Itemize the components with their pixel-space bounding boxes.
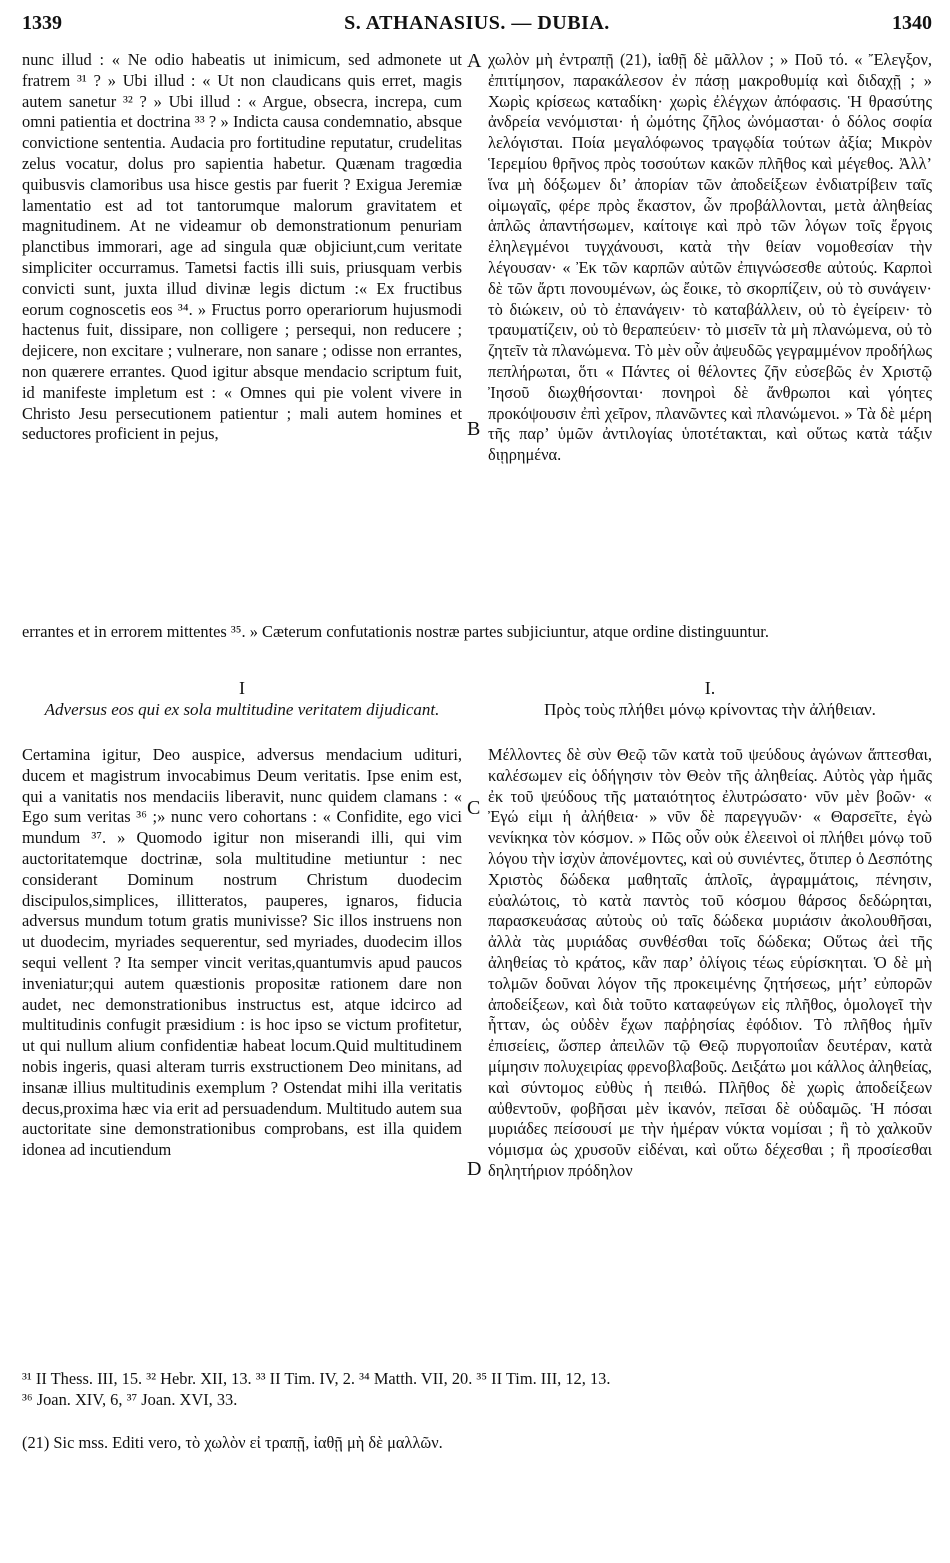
- editorial-note: (21) Sic mss. Editi vero, τὸ χωλὸν εἰ τραπῇ, ἰαθῇ μὴ δὲ μαλλῶν.: [22, 1433, 443, 1452]
- page-number-right: 1340: [892, 12, 932, 34]
- running-header: [22, 12, 932, 42]
- margin-letter-d: D: [467, 1158, 482, 1180]
- latin-section-number: I: [239, 678, 245, 698]
- latin-section-heading: [22, 676, 462, 720]
- running-title: S. ATHANASIUS. — DUBIA.: [344, 12, 610, 34]
- latin-full-width-continuation: errantes et in errorem mittentes ³⁵. » Cæterum confutationis nostræ partes subjiciuntur, atque ordine distinguuntur.: [22, 622, 769, 641]
- greek-column-bottom: Μέλλοντες δὲ σὺν Θεῷ τῶν κατὰ τοῦ ψεύδους ἀγώνων ἅπτεσθαι, καλέσωμεν εἰς ὁδήγησιν τὸν Θεὸν τῆς ἀληθείας. Αὐτὸς γὰρ ἡμᾶς ἐκ τοῦ ψεύδους τῆς ματαιότητος ἐλυτρώσατο· νῦν μὲν βοῶν· « Ἐγώ εἰμι ἡ ἀλήθεια· » νῦν δὲ παρεγγυῶν· « Θαρσεῖτε, ἐγὼ νενίκηκα τὸν κόσμον. » Πῶς οὖν οὐκ ἐλεεινοὶ οἱ πλήθει μόνῳ τοῦ λόγου τὴν ἰσχὺν ἀπονέμοντες, καὶ οὐ συνιέντες, ὅτιπερ ὁ Δεσπότης Χριστὸς δώδεκα μαθηταῖς ἁπλοῖς, ἀγραμμάτοις, πένησιν, εὐαλώτοις, τὸ κατὰ παντὸς τοῦ κόσμου θάρσος δεδώρηται, παρασκευάσας αὐτοὺς οὐ ταῖς δώδεκα μυριάσιν ἀκολουθῆσαι, ἀλλὰ τὰς μυριάδας συνθέσθαι τοῖς δώδεκα; Οὕτως ἀεὶ τῆς ἀληθείας τὸ κράτος, κἂν παρ’ ὀλίγοις τέως εὑρίσκηται. Ὁ δὲ μὴ τολμῶν δοῦναι λόγον τῆς προκειμένης ζητήσεως, μήτ’ εὐπορῶν ἀποδείξεων, καὶ διὰ τοῦτο καταφεύγων εἰς πλῆθος, ὁμολογεῖ τὴν ἧτταν, ὡς οὐδὲν ἔχων παῤῥησίας ἐφόδιον. Τὸ πλῆθος ἡμῖν ἐπισείεις, ὥσπερ ἀπειλῶν τῷ Θεῷ πυργοποιΐαν δευτέραν, κατὰ μίμησιν πολυχειρίας φρενοβλαβοῦς. Δειξάτω μοι κάλλος ἀληθείας, καὶ σύντομος εὐθὺς ἡ πειθώ. Πλῆθος δὲ χωρὶς ἀποδείξεων αὐθεντοῦν, φοβῆσαι μὲν ἱκανόν, πεῖσαι δὲ οὐδαμῶς. Ἡ πόσαι μυριάδες πείσουσί με τὴν ἡμέραν νύκτα νομίσαι ; ἢ τὸ χαλκοῦν νόμισμα ὡς χρυσοῦν εἰδέναι, καὶ οὕτω δέχεσθαι ; ἢ προσίεσθαι δηλητήριον πρόδηλον: [488, 745, 932, 1180]
- greek-section-heading: [488, 676, 932, 720]
- margin-letter-a: A: [467, 50, 482, 72]
- latin-column-bottom: Certamina igitur, Deo auspice, adversus mendacium udituri, ducem et magistrum invocabimus Deum veritatis. Ipse enim est, qui a vanitatis nos mendaciis liberavit, nunc quidem clamans : « Ego sum veritas ³⁶ ;» nunc vero cohortans : « Confidite, ego vici mundum ³⁷. » Quomodo igitur non miserandi illi, qui vim auctoritatemque doctrinæ, sola multitudine metiuntur : nec considerant Dominum nostrum Christum duodecim discipulos,simplices, illitteratos, pauperes, ignaros, fiducia adversus mundum totum gratis munivisse? Sic illos instruens non ut duodecim, myriades sequerentur, sed myriades, duodecim illos sequi vellent ? Ita semper vincit veritas,quantumvis apud paucos inveniatur;qui autem quæstionis propositæ rationem dare non audet, nec demonstrationibus instructus est, atque idcirco ad multitudinis confugit præsidium : is hoc ipso se victum profitetur, ut qui nullum alium confidentiæ habeat locum.Quid multitudinem nobis ingeris, quasi alteram turris exstructionem Deo minitans, ad insanæ illius multitudinis exemplum ? Ostendat mihi illa veritatis decus,proxima hæc via erit ad persuadendum. Multitudo autem sua auctoritate sine demonstrationibus comprobans, est illa quidem idonea ad incutiendum: [22, 745, 462, 1160]
- latin-column-top: nunc illud : « Ne odio habeatis ut inimicum, sed admonete ut fratrem ³¹ ? » Ubi illud : « Ut non claudicans quis erret, magis autem sanetur ³² ? » Ubi illud : « Argue, obsecra, increpa, cum omni patientia et doctrina ³³ ? » Indicta causa condemnatio, absque convictione sententia. Audacia pro fortitudine reputatur, crudelitas zelus vocatur, dolus pro sapientia habetur. Quænam tragœdia quibusvis clamoribus usa hisce gestis par fuerit ? Exigua Jeremiæ lamentatio est ad tot tantorumque malorum gravitatem et magnitudinem. At ne videamur ob demonstrationum penuriam planctibus immorari, age ad singula quæ objiciunt,cum veritate simpliciter occurramus. Tametsi factis illi suis, priusquam verbis convicti sunt, juxta illud divinæ legis dictum :« Ex fructibus eorum cognoscetis eos ³⁴. » Fructus porro operariorum hujusmodi hactenus fuit, dissipare, non colligere ; persequi, non reducere ; dejicere, non excitare ; vulnerare, non sanare ; odisse non errantes, non quærere errantes. Quod igitur absque mendacio scriptum fuit, id manifeste impletum est : « Omnes qui pie volent vivere in Christo Jesu persecutionem patientur ; mali autem homines et seductores proficient in pejus,: [22, 50, 462, 444]
- footnotes: [22, 1368, 932, 1410]
- greek-column-top: χωλὸν μὴ ἐντραπῇ (21), ἰαθῇ δὲ μᾶλλον ; » Ποῦ τό. « Ἔλεγξον, ἐπιτίμησον, παρακάλεσον ἐν πάσῃ μακροθυμίᾳ καὶ διδαχῇ ; » Χωρὶς κρίσεως καταδίκη· χωρὶς ἐλέγχων ἀπόφασις. Ἡ θρασύτης ἀνδρεία νενόμισται· ἡ ὠμότης ζῆλος ὠνόμασται· ὁ δόλος σοφία λελόγισται. Ποία μεγαλόφωνος τραγῳδία τούτων ἀξία; Μικρὸν Ἱερεμίου θρῆνος πρὸς τοσούτων κακῶν πλῆθος καὶ μέγεθος. Ἀλλ’ ἵνα μὴ δόξωμεν δι’ ἀπορίαν τῶν ἀποδείξεων ἐνδιατρίβειν ταῖς οἰμωγαῖς, φέρε πρὸς ἕκαστον, ὧν προβάλλονται, μετὰ ἀληθείας ἁπλῶς ἀπαντήσωμεν, καίτοιγε καὶ πρὸ τῶν λόγων τοῖς ἔργοις ἐληλεγμένοι τυγχάνουσι, κατὰ τὴν θείαν νομοθεσίαν τὴν λέγουσαν· « Ἐκ τῶν καρπῶν αὐτῶν ἐπιγνώσεσθε αὐτούς. Καρποὶ δὲ τῶν ἄρτι πονουμένων, ὡς ἔοικε, τὸ σκορπίζειν, οὐ τὸ συνάγειν· τὸ διώκειν, οὐ τὸ ἐπανάγειν· τὸ καταβάλλειν, οὐ τὸ ἐγείρειν· τὸ τραυματίζειν, οὐ τὸ θεραπεύειν· τὸ μισεῖν τὰ μὴ πλανώμενα, οὐ τὸ ζητεῖν τὰ πλανώμενα. Τὸ μὲν οὖν ἀψευδῶς γεγραμμένον προδήλως πεπλήρωται, ὅτι « Πάντες οἱ θέλοντες ζῆν εὐσεβῶς ἐν Χριστῷ Ἰησοῦ διωχθήσονται· πονηροὶ δὲ ἄνθρωποι καὶ γόητες προκόψουσιν ἐπὶ χεῖρον, πλανῶντες καὶ πλανώμενοι. » Τὰ δὲ μέρη τῆς παρ’ ὑμῶν ἀντιλογίας ὑποτέτακται, καὶ οὕτως κατὰ τάξιν διῃρημένα.: [488, 50, 932, 465]
- margin-letter-c: C: [467, 797, 481, 819]
- footnotes-line-1: ³¹ II Thess. III, 15. ³² Hebr. XII, 13. ³³ II Tim. IV, 2. ³⁴ Matth. VII, 20. ³⁵ II Tim. III, 12, 13.: [22, 1369, 611, 1388]
- greek-section-number: I.: [704, 678, 716, 698]
- greek-section-title: Πρὸς τοὺς πλήθει μόνῳ κρίνοντας τὴν ἀλήθειαν.: [544, 700, 876, 719]
- margin-letter-b: B: [467, 418, 481, 440]
- latin-section-title: Adversus eos qui ex sola multitudine veritatem dijudicant.: [44, 700, 440, 719]
- footnotes-line-2: ³⁶ Joan. XIV, 6, ³⁷ Joan. XVI, 33.: [22, 1390, 238, 1409]
- page-number-left: 1339: [22, 12, 62, 34]
